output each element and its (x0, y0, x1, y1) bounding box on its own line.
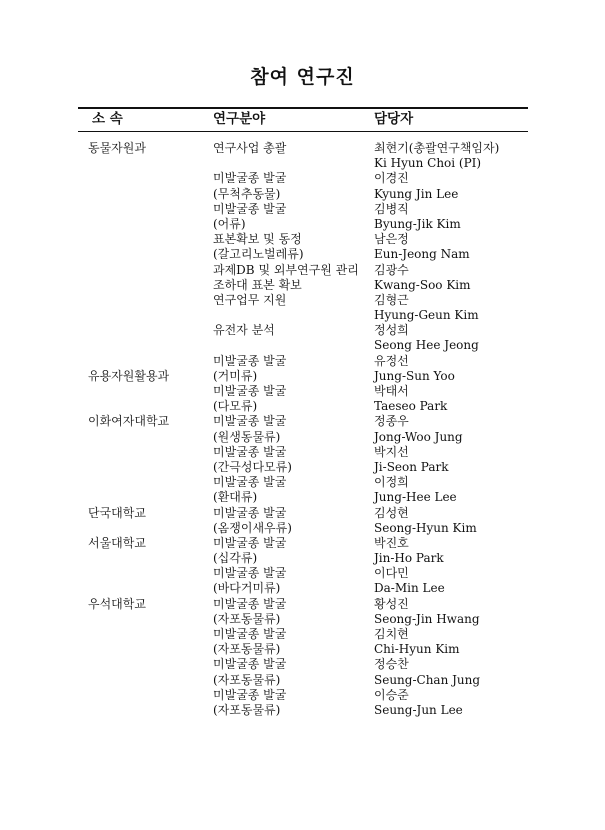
table-row (0, 323, 605, 338)
research-field-cell: 미발굴종 발굴 (213, 171, 287, 186)
person-cell: 정성희 (374, 323, 409, 338)
person-cell: Jong-Woo Jung (374, 429, 463, 444)
research-field-cell: 미발굴종 발굴 (213, 444, 287, 459)
research-field-cell: 과제DB 및 외부연구원 관리 (213, 262, 359, 277)
research-field-cell: (자포동물류) (213, 611, 281, 626)
research-field-cell: 미발굴종 발굴 (213, 596, 287, 611)
table-row (0, 430, 605, 445)
researcher-table-body (0, 141, 605, 718)
person-cell: Byung-Jik Kim (374, 216, 461, 231)
research-field-cell: (간극성다모류) (213, 459, 292, 474)
research-field-cell: 미발굴종 발굴 (213, 475, 287, 490)
research-field-cell: 연구업무 지원 (213, 292, 287, 307)
person-cell: Hyung-Geun Kim (374, 308, 479, 323)
person-cell: 박태서 (374, 384, 409, 398)
person-cell: 이경진 (374, 171, 409, 186)
affiliation-cell: 서울대학교 (88, 535, 146, 550)
research-field-cell: 미발굴종 발굴 (213, 353, 287, 368)
header-affiliation: 소 속 (92, 111, 123, 127)
person-cell: Seung-Jun Lee (374, 702, 463, 717)
table-row (0, 202, 605, 217)
table-row (0, 308, 605, 323)
research-field-cell: 미발굴종 발굴 (213, 687, 287, 702)
person-cell: Chi-Hyun Kim (374, 642, 460, 657)
table-row (0, 278, 605, 293)
table-row (0, 354, 605, 369)
person-cell: Kwang-Soo Kim (374, 277, 471, 292)
table-row (0, 581, 605, 596)
research-field-cell: 조하대 표본 확보 (213, 277, 302, 292)
person-cell: Jin-Ho Park (374, 551, 444, 566)
person-cell: Eun-Jeong Nam (374, 247, 470, 262)
table-row (0, 551, 605, 566)
person-cell: Da-Min Lee (374, 581, 445, 596)
affiliation-cell: 이화여자대학교 (88, 414, 170, 429)
table-row (0, 338, 605, 353)
table-row (0, 673, 605, 688)
table-row (0, 171, 605, 186)
table-row (0, 414, 605, 429)
research-field-cell: (무척추동물) (213, 186, 281, 201)
person-cell: 남은정 (374, 232, 409, 247)
table-header-rule (78, 131, 528, 132)
person-cell: 김형근 (374, 292, 409, 307)
table-row (0, 460, 605, 475)
person-cell: Kyung Jin Lee (374, 186, 459, 201)
research-field-cell: 미발굴종 발굴 (213, 505, 287, 520)
research-field-cell: 미발굴종 발굴 (213, 657, 287, 672)
research-field-cell: 미발굴종 발굴 (213, 535, 287, 550)
person-cell: Seong Hee Jeong (374, 338, 479, 353)
table-row (0, 612, 605, 627)
person-cell: 유정선 (374, 353, 409, 368)
table-row (0, 141, 605, 156)
research-field-cell: 미발굴종 발굴 (213, 627, 287, 641)
page-title: 참여 연구진 (250, 66, 355, 88)
person-cell: Seong-Jin Hwang (374, 611, 480, 626)
person-cell: 정종우 (374, 414, 409, 429)
header-research-field: 연구분야 (213, 111, 266, 127)
research-field-cell: (옴쟁이새우류) (213, 520, 292, 535)
research-field-cell: (다모류) (213, 399, 258, 414)
affiliation-cell: 유용자원활용과 (88, 368, 170, 383)
person-cell: 김치현 (374, 627, 409, 641)
person-cell: 김광수 (374, 262, 409, 277)
table-row (0, 247, 605, 262)
person-cell: 이다민 (374, 566, 409, 581)
person-cell: Taeseo Park (374, 399, 448, 414)
person-cell: 황성진 (374, 596, 409, 611)
research-field-cell: (십각류) (213, 551, 258, 566)
research-field-cell: (어류) (213, 216, 246, 231)
research-field-cell: (자포동물류) (213, 702, 281, 717)
table-row (0, 384, 605, 399)
research-field-cell: 미발굴종 발굴 (213, 201, 287, 216)
table-row (0, 232, 605, 247)
person-cell: 박진호 (374, 535, 409, 550)
person-cell: 김병직 (374, 201, 409, 216)
research-field-cell: (자포동물류) (213, 672, 281, 687)
table-row (0, 627, 605, 642)
research-field-cell: (자포동물류) (213, 642, 281, 657)
table-row (0, 369, 605, 384)
research-field-cell: (원생동물류) (213, 429, 281, 444)
table-row (0, 642, 605, 657)
person-cell: 박지선 (374, 444, 409, 459)
table-row (0, 293, 605, 308)
person-cell: 이승준 (374, 687, 409, 702)
affiliation-cell: 동물자원과 (88, 141, 146, 155)
table-row (0, 490, 605, 505)
person-cell: Seong-Hyun Kim (374, 520, 477, 535)
person-cell: Seung-Chan Jung (374, 672, 481, 687)
table-row (0, 657, 605, 672)
table-row (0, 263, 605, 278)
research-field-cell: 미발굴종 발굴 (213, 414, 287, 429)
person-cell: 최현기(총괄연구책임자) (374, 141, 500, 155)
research-field-cell: (환대류) (213, 490, 258, 505)
research-field-cell: (거미류) (213, 368, 258, 383)
research-field-cell: (갈고리노벌레류) (213, 247, 304, 262)
research-field-cell: 유전자 분석 (213, 323, 275, 338)
person-cell: Ki Hyun Choi (PI) (374, 156, 482, 171)
affiliation-cell: 단국대학교 (88, 505, 146, 520)
table-row (0, 521, 605, 536)
person-cell: 정승찬 (374, 657, 409, 672)
research-field-cell: 표본확보 및 동정 (213, 232, 302, 247)
table-row (0, 536, 605, 551)
table-row (0, 597, 605, 612)
affiliation-cell: 우석대학교 (88, 596, 146, 611)
research-field-cell: 미발굴종 발굴 (213, 566, 287, 581)
table-row (0, 399, 605, 414)
table-row (0, 445, 605, 460)
person-cell: 김성현 (374, 505, 409, 520)
table-row (0, 475, 605, 490)
table-row (0, 703, 605, 718)
research-field-cell: 미발굴종 발굴 (213, 384, 287, 398)
person-cell: Jung-Hee Lee (374, 490, 457, 505)
table-row (0, 688, 605, 703)
header-person-in-charge: 담당자 (374, 111, 414, 127)
table-top-rule (78, 107, 528, 109)
research-field-cell: 연구사업 총괄 (213, 141, 287, 155)
table-row (0, 217, 605, 232)
table-row (0, 187, 605, 202)
table-row (0, 156, 605, 171)
person-cell: Jung-Sun Yoo (374, 368, 455, 383)
table-row (0, 566, 605, 581)
person-cell: Ji-Seon Park (374, 459, 449, 474)
research-field-cell: (바다거미류) (213, 581, 281, 596)
person-cell: 이정희 (374, 475, 409, 490)
table-row (0, 506, 605, 521)
